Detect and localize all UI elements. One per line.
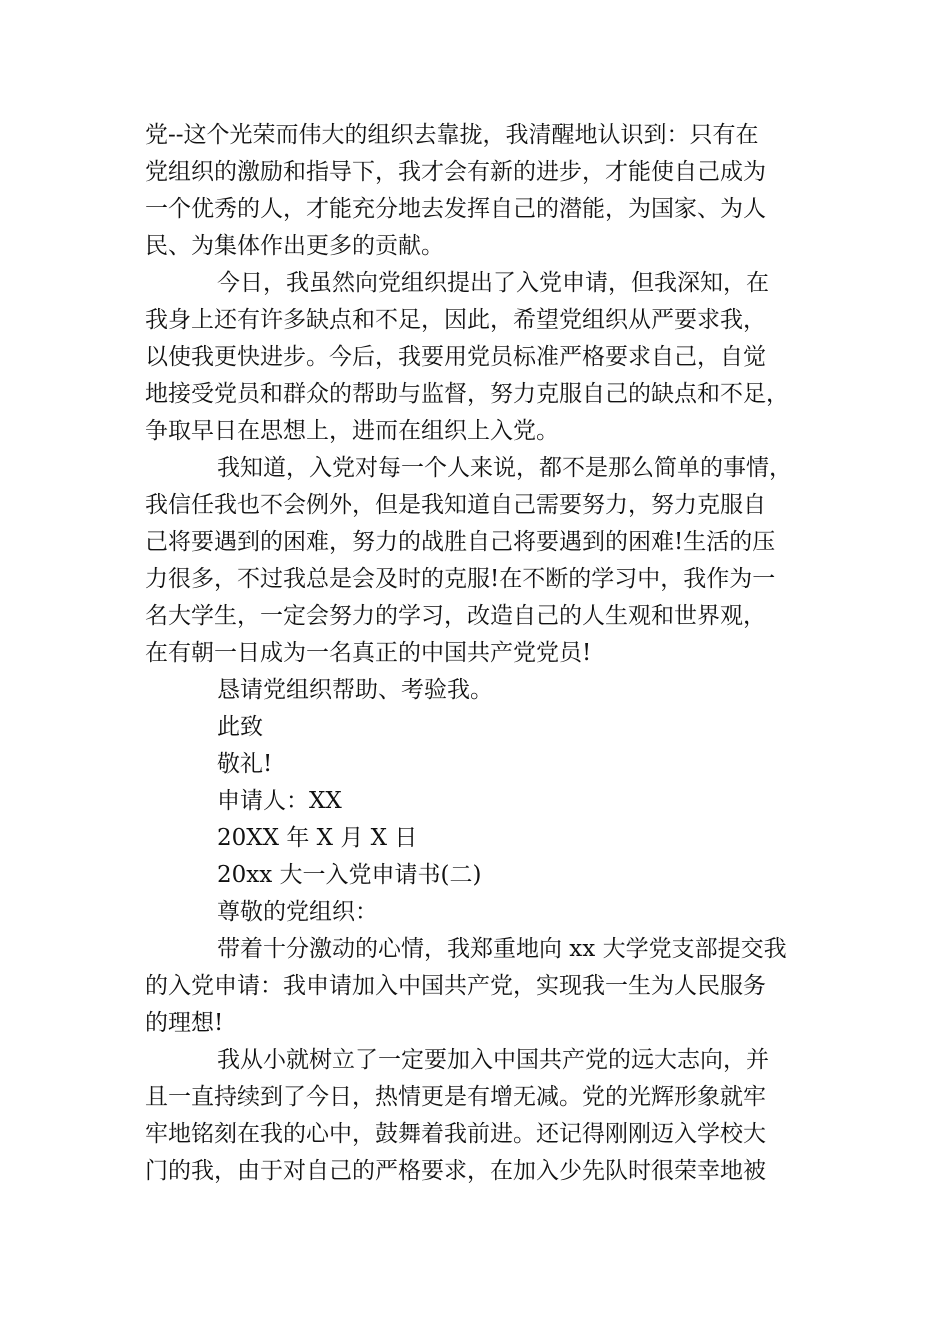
text-line: 我从小就树立了一定要加入中国共产党的远大志向，并 — [217, 1047, 769, 1073]
text-line: 己将要遇到的困难，努力的战胜自己将要遇到的困难!生活的压 — [145, 529, 776, 555]
text-line: 党组织的激励和指导下，我才会有新的进步，才能使自己成为 — [145, 159, 766, 185]
text-line: 我信任我也不会例外，但是我知道自己需要努力，努力克服自 — [145, 492, 766, 518]
document-body — [145, 117, 815, 1190]
text-line: 且一直持续到了今日，热情更是有增无减。党的光辉形象就牢 — [145, 1084, 766, 1110]
text-line: 20xx 大一入党申请书(二) — [217, 862, 482, 888]
text-line: 带着十分激动的心情，我郑重地向 xx 大学党支部提交我 — [217, 936, 787, 962]
text-line: 今日，我虽然向党组织提出了入党申请，但我深知，在 — [217, 270, 769, 296]
text-line: 申请人：XX — [217, 788, 342, 814]
text-line: 我知道，入党对每一个人来说，都不是那么简单的事情， — [217, 455, 792, 481]
text-line: 地接受党员和群众的帮助与监督，努力克服自己的缺点和不足， — [145, 381, 789, 407]
text-line: 的理想! — [145, 1010, 224, 1036]
text-line: 敬礼! — [217, 751, 273, 777]
text-line: 的入党申请：我申请加入中国共产党，实现我一生为人民服务 — [145, 973, 766, 999]
text-line: 一个优秀的人，才能充分地去发挥自己的潜能，为国家、为人 — [145, 196, 766, 222]
text-line: 争取早日在思想上，进而在组织上入党。 — [145, 418, 559, 444]
text-line: 牢地铭刻在我的心中，鼓舞着我前进。还记得刚刚迈入学校大 — [145, 1121, 766, 1147]
text-line: 名大学生，一定会努力的学习，改造自己的人生观和世界观， — [145, 603, 766, 629]
text-line: 以使我更快进步。今后，我要用党员标准严格要求自己，自觉 — [145, 344, 766, 370]
text-line: 此致 — [217, 714, 263, 740]
text-line: 我身上还有许多缺点和不足，因此，希望党组织从严要求我， — [145, 307, 766, 333]
text-line: 党--这个光荣而伟大的组织去靠拢，我清醒地认识到：只有在 — [145, 122, 759, 148]
text-line: 尊敬的党组织： — [217, 899, 378, 925]
text-line: 门的我，由于对自己的严格要求，在加入少先队时很荣幸地被 — [145, 1158, 766, 1184]
text-line: 恳请党组织帮助、考验我。 — [217, 677, 493, 703]
text-line: 力很多，不过我总是会及时的克服!在不断的学习中，我作为一 — [145, 566, 776, 592]
text-line: 在有朝一日成为一名真正的中国共产党党员! — [145, 640, 592, 666]
text-line: 民、为集体作出更多的贡献。 — [145, 233, 444, 259]
text-line: 20XX 年 X 月 X 日 — [217, 825, 418, 851]
